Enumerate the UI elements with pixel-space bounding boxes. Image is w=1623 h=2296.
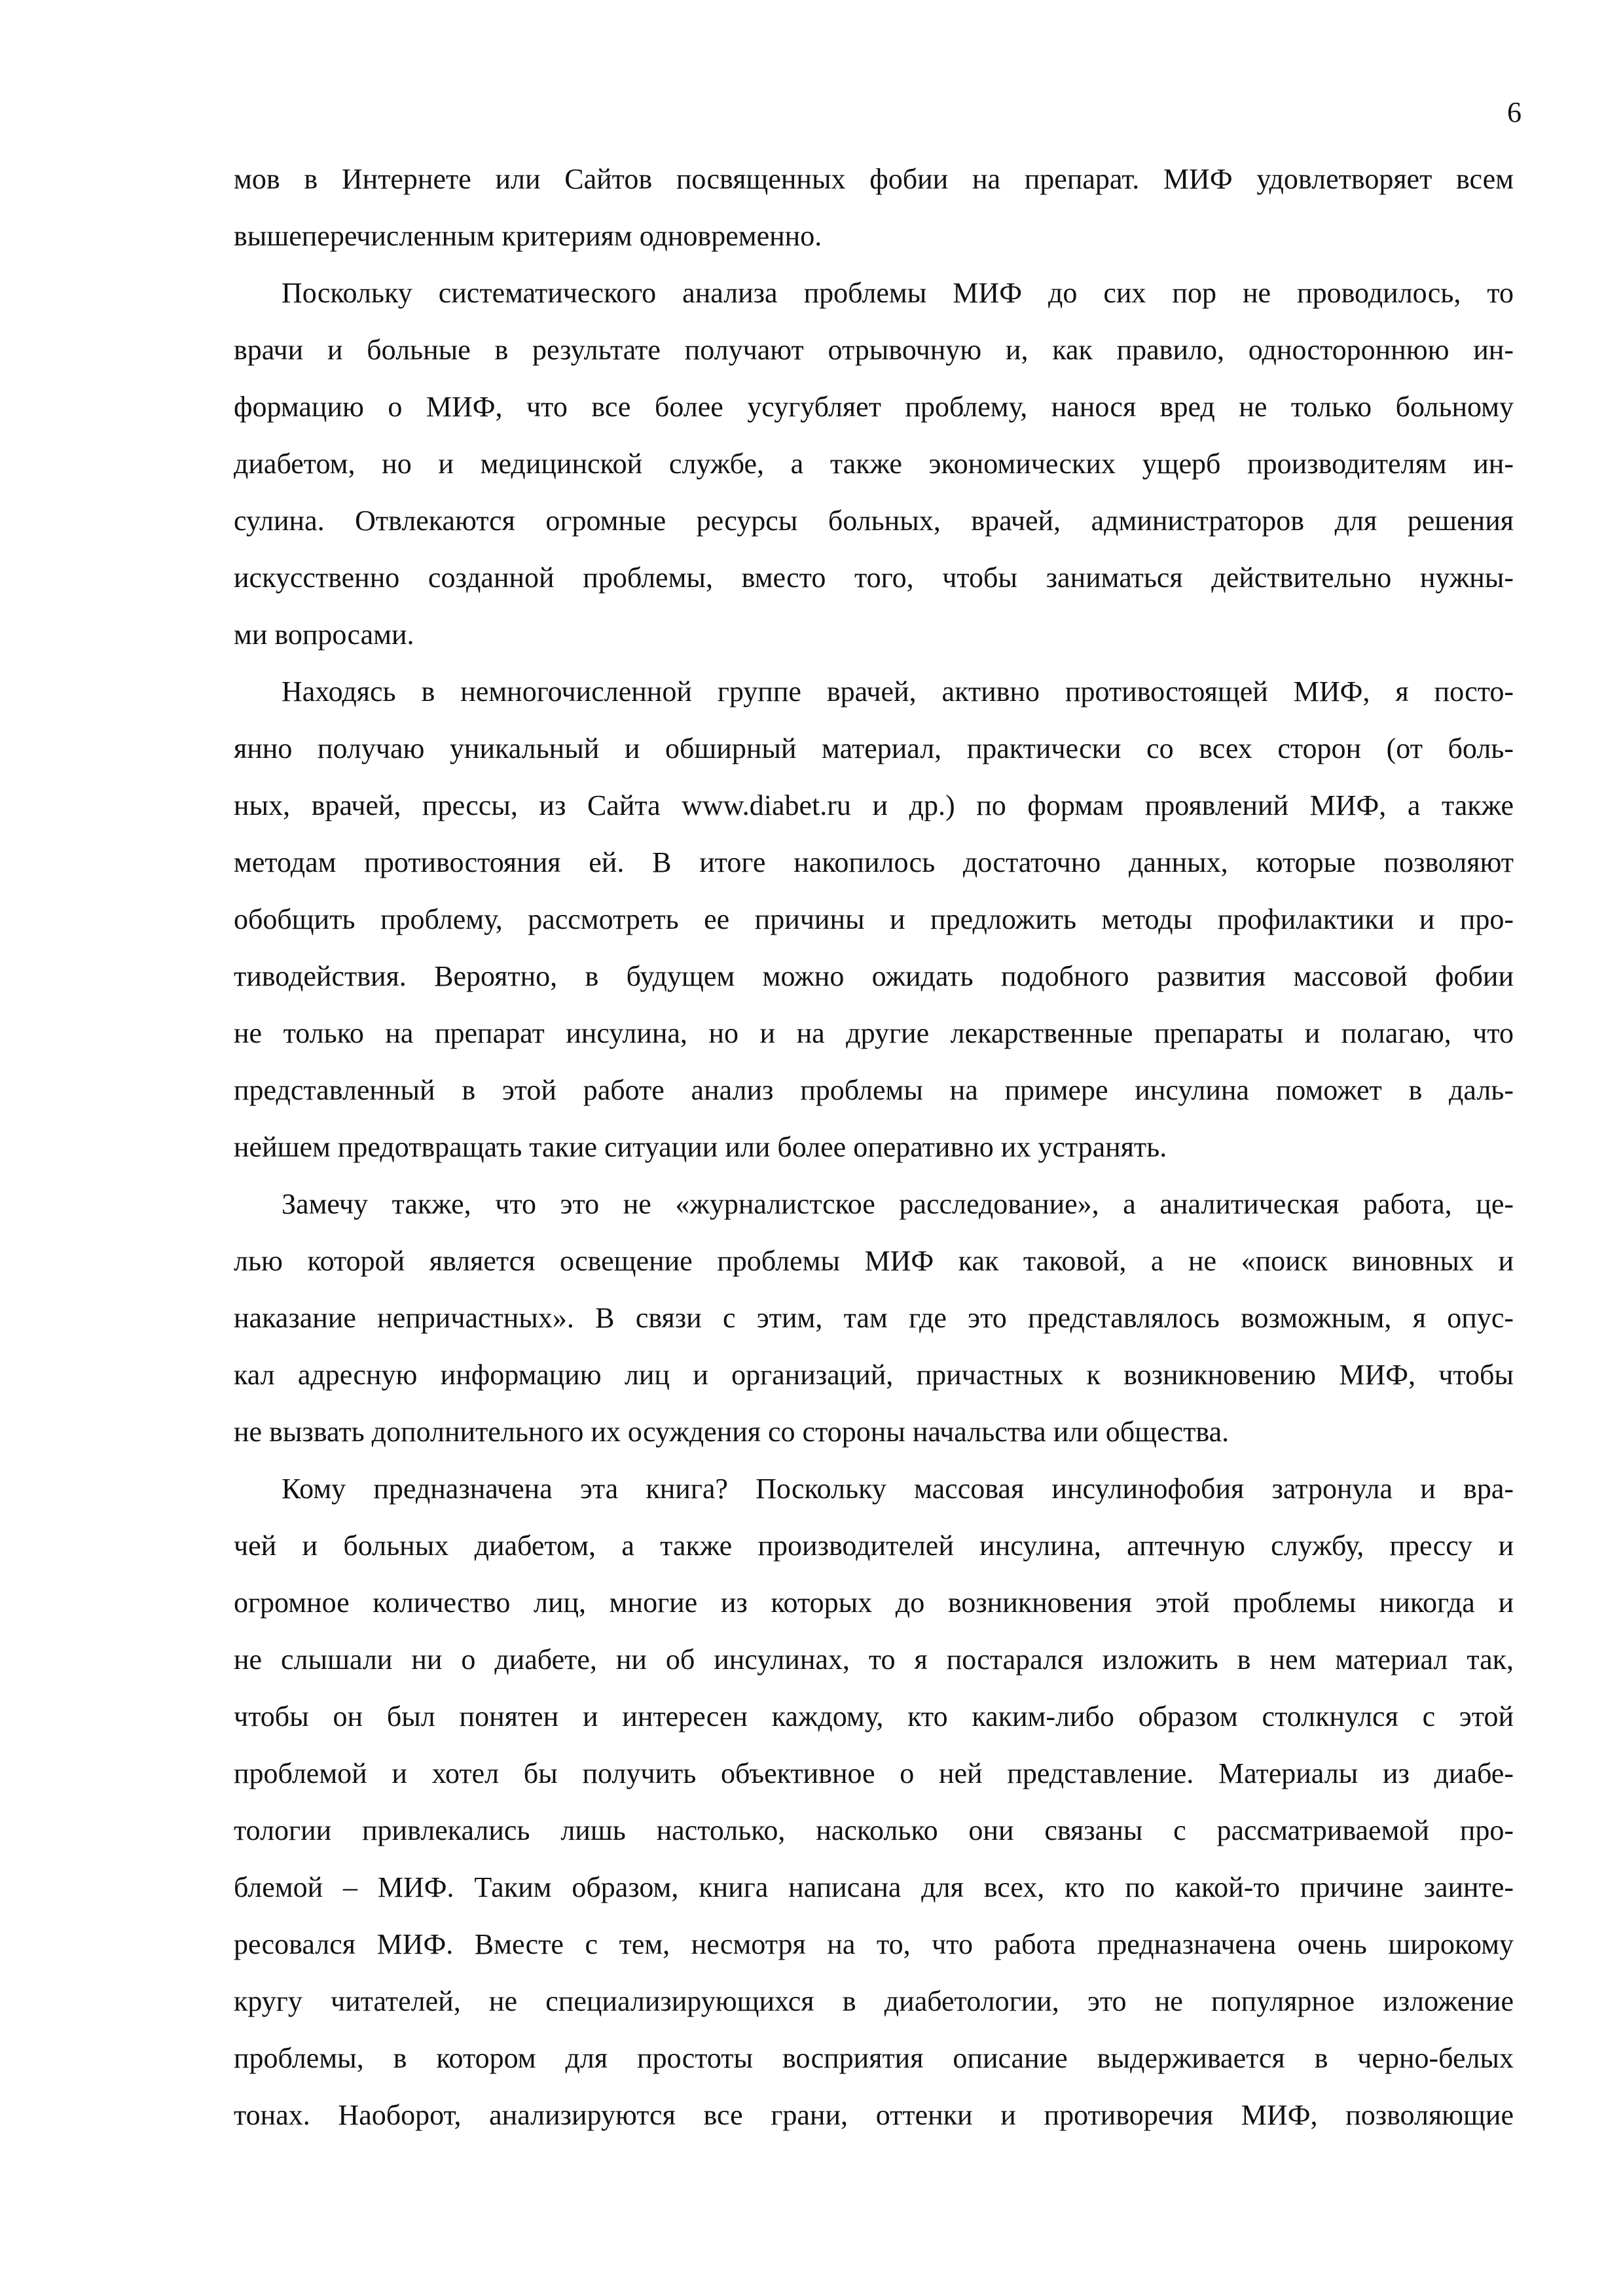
text-line: не вызвать дополнительного их осуждения со стороны начальства или общества. (234, 1416, 1230, 1448)
text-line: проблемы, в котором для простоты восприятия описание выдерживается в черно-белых (234, 2042, 1514, 2074)
text-line: мов в Интернете или Сайтов посвященных фобии на препарат. МИФ удовлетворяет всем (234, 163, 1514, 195)
paragraph-2 (234, 264, 1514, 663)
text-line: ми вопросами. (234, 619, 414, 651)
paragraph-3 (234, 663, 1514, 1175)
text-line: наказание непричастных». В связи с этим, там где это представлялось возможным, я опус- (234, 1302, 1514, 1334)
body-text (234, 151, 1514, 2144)
text-line: не слышали ни о диабете, ни об инсулинах, то я постарался изложить в нем материал так, (234, 1643, 1514, 1676)
text-line: тонах. Наоборот, анализируются все грани, оттенки и противоречия МИФ, позволяющие (234, 2099, 1514, 2131)
text-line: методам противостояния ей. В итоге накопилось достаточно данных, которые позволяют (234, 846, 1514, 878)
text-line: чей и больных диабетом, а также производителей инсулина, аптечную службу, прессу и (234, 1530, 1514, 1562)
text-line: проблемой и хотел бы получить объективное о ней представление. Материалы из диабе- (234, 1757, 1514, 1789)
text-line: Кому предназначена эта книга? Поскольку массовая инсулинофобия затронула и вра- (282, 1473, 1514, 1505)
text-line: обобщить проблему, рассмотреть ее причины и предложить методы профилактики и про- (234, 903, 1514, 935)
text-line: Поскольку систематического анализа проблемы МИФ до сих пор не проводилось, то (282, 277, 1514, 309)
text-line: ных, врачей, прессы, из Сайта www.diabet.ru и др.) по формам проявлений МИФ, а также (234, 789, 1514, 821)
text-line: Находясь в немногочисленной группе врачей, активно противостоящей МИФ, я посто- (282, 675, 1514, 708)
text-line: тологии привлекались лишь настолько, насколько они связаны с рассматриваемой про- (234, 1814, 1514, 1846)
text-line: янно получаю уникальный и обширный материал, практически со всех сторон (от боль- (234, 732, 1514, 764)
paragraph-4 (234, 1175, 1514, 1460)
text-line: представленный в этой работе анализ проблемы на примере инсулина поможет в даль- (234, 1074, 1514, 1106)
text-line: формацию о МИФ, что все более усугубляет проблему, нанося вред не только больному (234, 391, 1514, 423)
text-line: диабетом, но и медицинской службе, а также экономических ущерб производителям ин- (234, 448, 1514, 480)
text-line: искусственно созданной проблемы, вместо того, чтобы заниматься действительно нужны- (234, 562, 1514, 594)
text-line: нейшем предотвращать такие ситуации или более оперативно их устранять. (234, 1131, 1167, 1163)
text-line: огромное количество лиц, многие из которых до возникновения этой проблемы никогда и (234, 1587, 1514, 1619)
page-number: 6 (1507, 96, 1522, 128)
paragraph-1 (234, 151, 1514, 264)
text-line: не только на препарат инсулина, но и на другие лекарственные препараты и полагаю, что (234, 1017, 1514, 1049)
text-line: кругу читателей, не специализирующихся в диабетологии, это не популярное изложение (234, 1985, 1514, 2017)
text-line: сулина. Отвлекаются огромные ресурсы больных, врачей, администраторов для решения (234, 505, 1514, 537)
text-line: вышеперечисленным критериям одновременно. (234, 220, 822, 252)
text-line: тиводействия. Вероятно, в будущем можно ожидать подобного развития массовой фобии (234, 960, 1514, 992)
text-line: врачи и больные в результате получают отрывочную и, как правило, одностороннюю ин- (234, 334, 1514, 366)
text-line: блемой – МИФ. Таким образом, книга написана для всех, кто по какой-то причине заинте- (234, 1871, 1514, 1903)
paragraph-5 (234, 1460, 1514, 2144)
text-line: лью которой является освещение проблемы МИФ как таковой, а не «поиск виновных и (234, 1245, 1514, 1277)
text-line: ресовался МИФ. Вместе с тем, несмотря на то, что работа предназначена очень широкому (234, 1928, 1514, 1960)
text-line: чтобы он был понятен и интересен каждому, кто каким-либо образом столкнулся с этой (234, 1700, 1514, 1732)
text-line: кал адресную информацию лиц и организаций, причастных к возникновению МИФ, чтобы (234, 1359, 1514, 1391)
text-line: Замечу также, что это не «журналистское расследование», а аналитическая работа, це- (282, 1188, 1514, 1220)
